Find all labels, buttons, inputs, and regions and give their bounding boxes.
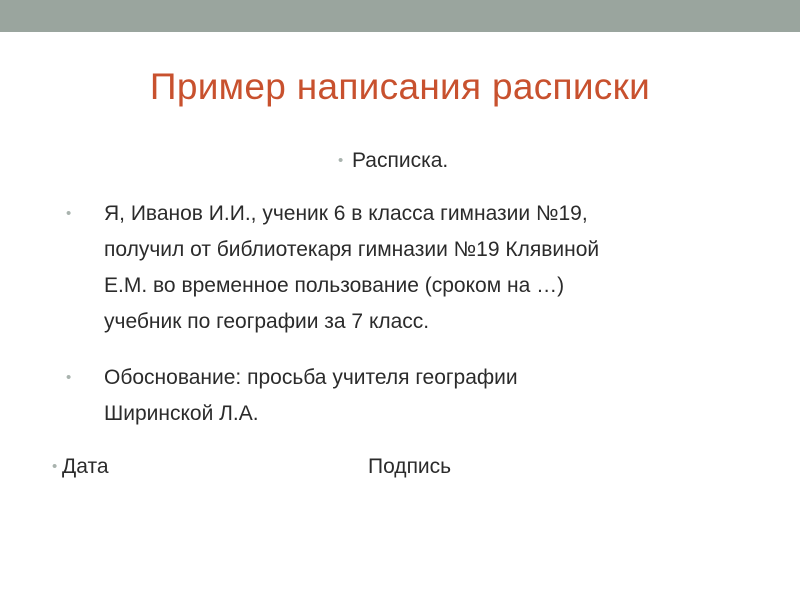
top-color-band: [0, 0, 800, 32]
receipt-heading: Расписка.: [352, 149, 449, 172]
bullet-icon: •: [52, 458, 58, 475]
receipt-body-text: Я, Иванов И.И., ученик 6 в класса гимназии №19, получил от библиотекаря гимназии №19 Клявиной Е.М. во временное пользование (сроком на …) учебник по географии за 7 класс.: [104, 202, 600, 333]
reason-item: [66, 360, 746, 432]
signature-label: Подпись: [368, 455, 452, 478]
date-label: Дата: [62, 455, 109, 478]
receipt-body-item: [66, 196, 746, 340]
bullet-icon: •: [66, 369, 72, 386]
heading-item: [338, 146, 448, 176]
slide-title: Пример написания расписки: [149, 66, 651, 107]
bullet-icon: •: [338, 152, 344, 169]
reason-text: Обоснование: просьба учителя географии Ширинской Л.А.: [104, 366, 518, 425]
bullet-icon: •: [66, 205, 72, 222]
